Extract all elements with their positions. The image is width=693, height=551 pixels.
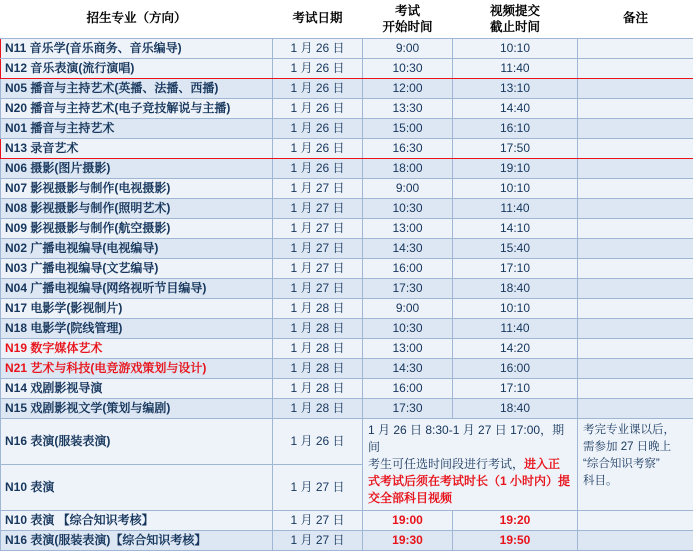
- row-date: 1 月 27 日: [273, 530, 363, 550]
- row-date: 1 月 27 日: [273, 178, 363, 198]
- table-row: [1, 218, 693, 238]
- row-major: N06 摄影(图片摄影): [1, 158, 273, 178]
- remark-line-4: 科目。: [583, 474, 618, 487]
- row-remark: [578, 218, 693, 238]
- table-row: [1, 178, 693, 198]
- row-start-time: 17:30: [363, 278, 453, 298]
- row-date: 1 月 26 日: [273, 78, 363, 98]
- row-remark: [578, 378, 693, 398]
- row-major: N03 广播电视编导(文艺编导): [1, 258, 273, 278]
- remark-line-2: 需参加 27 日晚上: [583, 440, 672, 453]
- header-video-end-label: 截止时间: [489, 19, 540, 34]
- row-date: 1 月 26 日: [273, 138, 363, 158]
- row-start-time: 16:30: [363, 138, 453, 158]
- row-remark: [578, 278, 693, 298]
- row-date: 1 月 26 日: [273, 118, 363, 138]
- row-date: 1 月 27 日: [273, 510, 363, 530]
- row-start-time: 9:00: [363, 298, 453, 318]
- row-date: 1 月 27 日: [273, 238, 363, 258]
- row-date: 1 月 26 日: [273, 58, 363, 78]
- table-row: [1, 118, 693, 138]
- row-date: 1 月 28 日: [273, 298, 363, 318]
- row-end-time: 19:20: [453, 510, 578, 530]
- row-date: 1 月 27 日: [273, 258, 363, 278]
- row-major: N19 数字媒体艺术: [1, 338, 273, 358]
- row-remark: [578, 38, 693, 58]
- row-date: 1 月 26 日: [273, 158, 363, 178]
- row-start-time: 16:00: [363, 258, 453, 278]
- row-remark: [578, 138, 693, 158]
- row-remark: [578, 358, 693, 378]
- row-major: N16 表演(服装表演)【综合知识考核】: [1, 530, 273, 550]
- row-major: N14 戏剧影视导演: [1, 378, 273, 398]
- row-remark: [578, 398, 693, 418]
- row-remark: [578, 158, 693, 178]
- header-exam-start: [363, 0, 453, 38]
- merged-exam-window-text: [363, 418, 578, 510]
- row-start-time: 9:00: [363, 178, 453, 198]
- table-row: [1, 238, 693, 258]
- row-end-time: 16:10: [453, 118, 578, 138]
- row-major: N17 电影学(影视制片): [1, 298, 273, 318]
- table-row: [1, 58, 693, 78]
- table-row: [1, 258, 693, 278]
- row-date: 1 月 27 日: [273, 198, 363, 218]
- header-video-top: 视频提交: [489, 3, 540, 18]
- row-start-time: 17:30: [363, 398, 453, 418]
- row-start-time: 16:00: [363, 378, 453, 398]
- row-major: N11 音乐学(音乐商务、音乐编导): [1, 38, 273, 58]
- row-date: 1 月 28 日: [273, 338, 363, 358]
- window-line-3: 式考试后须在考试时长（1 小时内）提: [368, 473, 571, 488]
- row-end-time: 14:20: [453, 338, 578, 358]
- row-date: 1 月 28 日: [273, 378, 363, 398]
- row-remark: [578, 118, 693, 138]
- row-major: N08 影视摄影与制作(照明艺术): [1, 198, 273, 218]
- row-date: 1 月 27 日: [273, 278, 363, 298]
- row-end-time: 14:40: [453, 98, 578, 118]
- row-remark: [578, 530, 693, 550]
- row-major: N12 音乐表演(流行演唱): [1, 58, 273, 78]
- row-date: 1 月 27 日: [273, 464, 363, 510]
- window-line-4: 交全部科目视频: [368, 490, 453, 505]
- row-end-time: 11:40: [453, 58, 578, 78]
- row-start-time: 18:00: [363, 158, 453, 178]
- table-row: [1, 158, 693, 178]
- table-row: [1, 378, 693, 398]
- row-major: N07 影视摄影与制作(电视摄影): [1, 178, 273, 198]
- row-start-time: 10:30: [363, 318, 453, 338]
- header-exam-top: 考试: [394, 3, 420, 18]
- row-end-time: 16:00: [453, 358, 578, 378]
- row-date: 1 月 28 日: [273, 318, 363, 338]
- merged-block-row-a: [1, 418, 693, 464]
- row-end-time: 10:10: [453, 298, 578, 318]
- row-remark: [578, 198, 693, 218]
- row-date: 1 月 28 日: [273, 398, 363, 418]
- row-remark: [578, 78, 693, 98]
- table-row: [1, 398, 693, 418]
- table-row: [1, 138, 693, 158]
- row-major: N02 广播电视编导(电视编导): [1, 238, 273, 258]
- remark-line-3: “综合知识考察”: [583, 457, 660, 470]
- row-start-time: 15:00: [363, 118, 453, 138]
- table-header: [1, 0, 693, 38]
- row-end-time: 11:40: [453, 318, 578, 338]
- table-row: [1, 78, 693, 98]
- merged-remark-text: [578, 418, 693, 510]
- table-body: [1, 38, 693, 550]
- row-start-time: 12:00: [363, 78, 453, 98]
- row-remark: [578, 338, 693, 358]
- row-major: N09 影视摄影与制作(航空摄影): [1, 218, 273, 238]
- row-end-time: 19:50: [453, 530, 578, 550]
- row-end-time: 18:40: [453, 278, 578, 298]
- row-major: N04 广播电视编导(网络视听节目编导): [1, 278, 273, 298]
- header-remark: 备注: [578, 0, 693, 38]
- table-row: [1, 358, 693, 378]
- remark-line-1: 考完专业课以后，: [583, 423, 675, 436]
- window-line-1: 1 月 26 日 8:30-1 月 27 日 17:00，期间: [368, 422, 565, 454]
- row-remark: [578, 510, 693, 530]
- row-end-time: 17:50: [453, 138, 578, 158]
- row-major: N21 艺术与科技(电竞游戏策划与设计): [1, 358, 273, 378]
- row-end-time: 13:10: [453, 78, 578, 98]
- header-major: 招生专业（方向）: [1, 0, 273, 38]
- header-video-end: [453, 0, 578, 38]
- row-end-time: 15:40: [453, 238, 578, 258]
- window-line-2: 考生可任选时间段进行考试，进入正: [368, 456, 561, 471]
- table-row: [1, 318, 693, 338]
- header-row: [1, 0, 693, 38]
- row-start-time: 19:30: [363, 530, 453, 550]
- row-date: 1 月 26 日: [273, 98, 363, 118]
- row-major: N10 表演: [1, 464, 273, 510]
- row-date: 1 月 26 日: [273, 418, 363, 464]
- row-start-time: 14:30: [363, 238, 453, 258]
- table-row: [1, 338, 693, 358]
- row-start-time: 10:30: [363, 58, 453, 78]
- row-end-time: 14:10: [453, 218, 578, 238]
- row-major: N10 表演 【综合知识考核】: [1, 510, 273, 530]
- row-start-time: 13:00: [363, 218, 453, 238]
- row-major: N16 表演(服装表演): [1, 418, 273, 464]
- row-major: N01 播音与主持艺术: [1, 118, 273, 138]
- header-exam-start-label: 开始时间: [382, 19, 433, 34]
- row-date: 1 月 27 日: [273, 218, 363, 238]
- row-major: N18 电影学(院线管理): [1, 318, 273, 338]
- row-end-time: 11:40: [453, 198, 578, 218]
- row-end-time: 10:10: [453, 178, 578, 198]
- row-end-time: 17:10: [453, 378, 578, 398]
- row-date: 1 月 28 日: [273, 358, 363, 378]
- header-date: 考试日期: [273, 0, 363, 38]
- table-row: [1, 38, 693, 58]
- table-row: [1, 198, 693, 218]
- row-start-time: 9:00: [363, 38, 453, 58]
- table-row: [1, 510, 693, 530]
- row-major: N20 播音与主持艺术(电子竞技解说与主播): [1, 98, 273, 118]
- row-date: 1 月 26 日: [273, 38, 363, 58]
- row-end-time: 18:40: [453, 398, 578, 418]
- row-remark: [578, 258, 693, 278]
- row-remark: [578, 298, 693, 318]
- row-start-time: 13:00: [363, 338, 453, 358]
- row-remark: [578, 178, 693, 198]
- row-major: N15 戏剧影视文学(策划与编剧): [1, 398, 273, 418]
- row-major: N13 录音艺术: [1, 138, 273, 158]
- table-row: [1, 278, 693, 298]
- table-row: [1, 530, 693, 550]
- row-start-time: 13:30: [363, 98, 453, 118]
- row-remark: [578, 98, 693, 118]
- row-start-time: 19:00: [363, 510, 453, 530]
- row-major: N05 播音与主持艺术(英播、法播、西播): [1, 78, 273, 98]
- row-remark: [578, 318, 693, 338]
- row-remark: [578, 58, 693, 78]
- row-end-time: 17:10: [453, 258, 578, 278]
- row-start-time: 10:30: [363, 198, 453, 218]
- row-remark: [578, 238, 693, 258]
- row-end-time: 10:10: [453, 38, 578, 58]
- table-row: [1, 98, 693, 118]
- row-end-time: 19:10: [453, 158, 578, 178]
- row-start-time: 14:30: [363, 358, 453, 378]
- table-row: [1, 298, 693, 318]
